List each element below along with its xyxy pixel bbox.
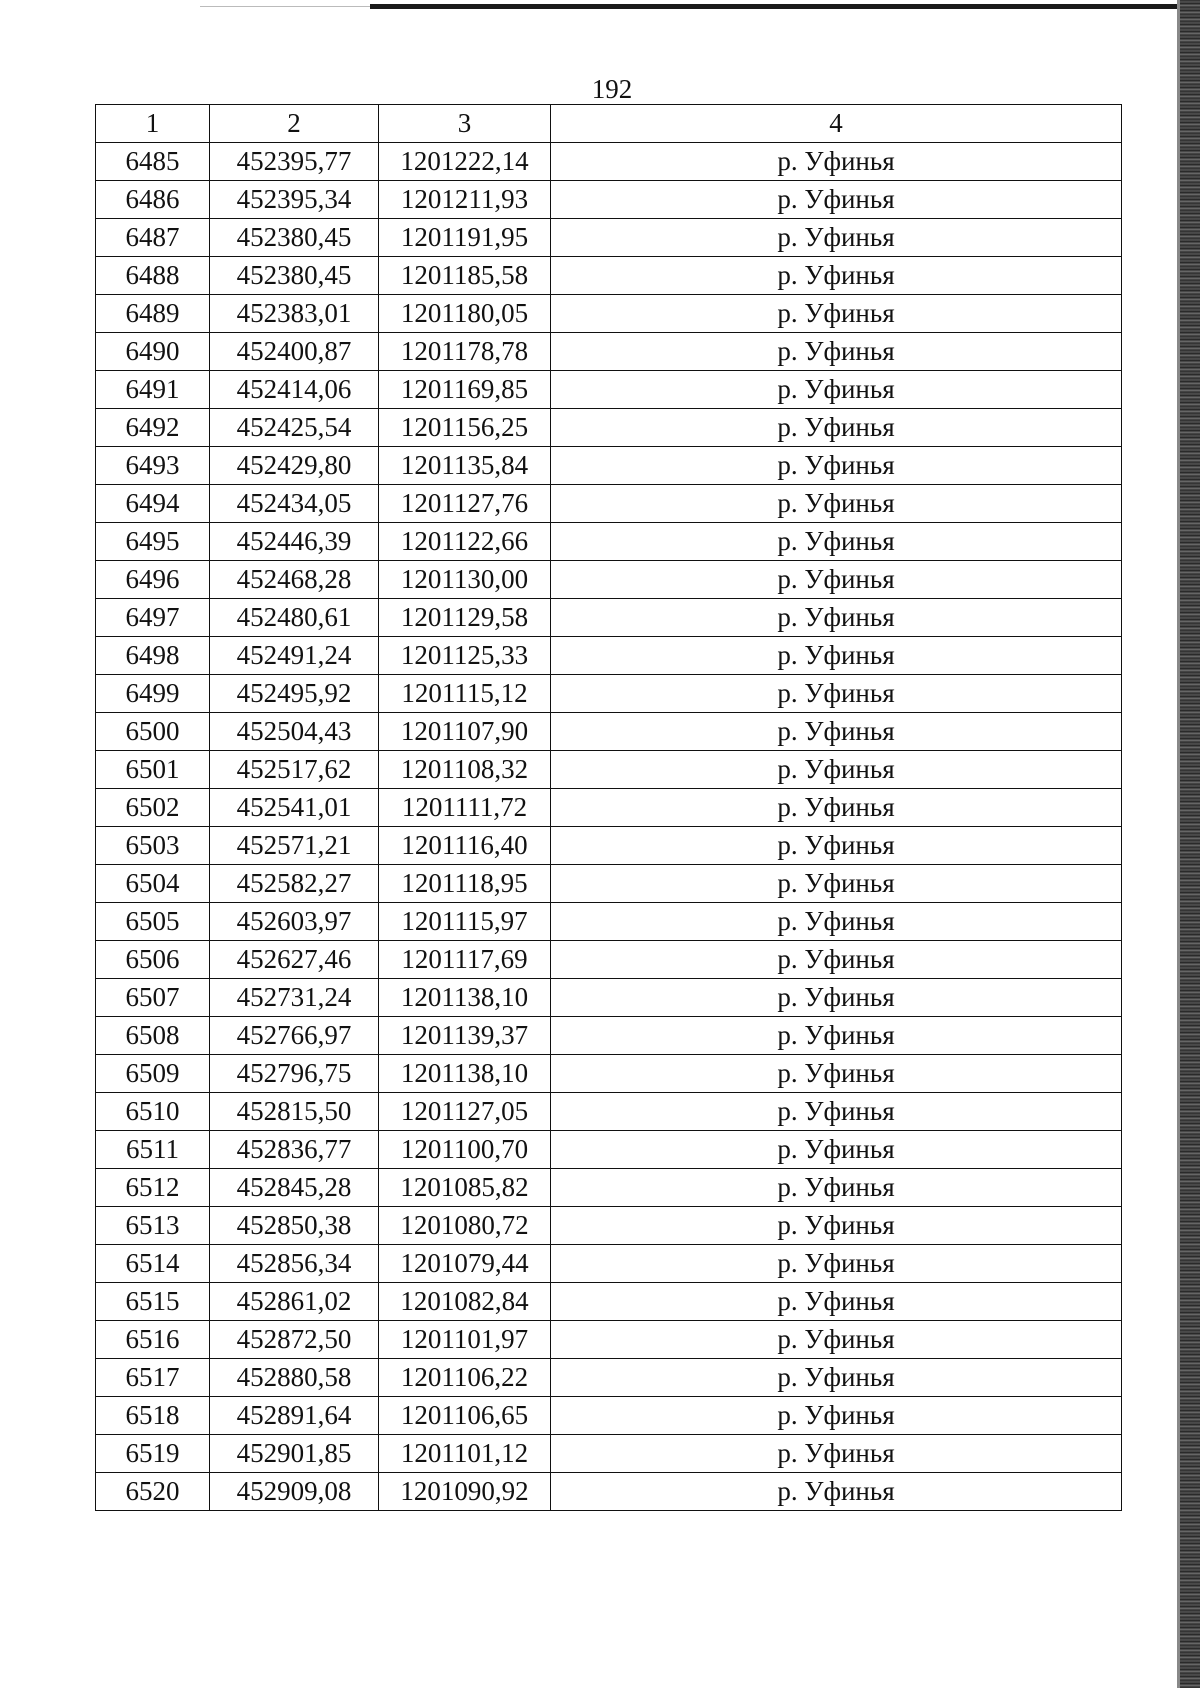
point-number-cell: 6492: [96, 409, 210, 447]
x-coordinate-cell: 452491,24: [210, 637, 379, 675]
point-number-cell: 6497: [96, 599, 210, 637]
column-header-2: 2: [210, 105, 379, 143]
x-coordinate-cell: 452517,62: [210, 751, 379, 789]
x-coordinate-cell: 452845,28: [210, 1169, 379, 1207]
point-number-cell: 6514: [96, 1245, 210, 1283]
scan-edge: [1180, 0, 1200, 1688]
point-number-cell: 6520: [96, 1473, 210, 1511]
x-coordinate-cell: 452495,92: [210, 675, 379, 713]
point-number-cell: 6487: [96, 219, 210, 257]
y-coordinate-cell: 1201222,14: [379, 143, 551, 181]
x-coordinate-cell: 452429,80: [210, 447, 379, 485]
table-row: [96, 181, 1122, 219]
point-number-cell: 6496: [96, 561, 210, 599]
y-coordinate-cell: 1201118,95: [379, 865, 551, 903]
page-number: 192: [591, 74, 633, 104]
point-number-cell: 6519: [96, 1435, 210, 1473]
y-coordinate-cell: 1201108,32: [379, 751, 551, 789]
table-row: [96, 1397, 1122, 1435]
table-row: [96, 143, 1122, 181]
x-coordinate-cell: 452400,87: [210, 333, 379, 371]
y-coordinate-cell: 1201117,69: [379, 941, 551, 979]
y-coordinate-cell: 1201115,97: [379, 903, 551, 941]
column-header-1: 1: [96, 105, 210, 143]
x-coordinate-cell: 452872,50: [210, 1321, 379, 1359]
y-coordinate-cell: 1201138,10: [379, 1055, 551, 1093]
description-cell: р. Уфинья: [551, 523, 1122, 561]
x-coordinate-cell: 452380,45: [210, 219, 379, 257]
point-number-cell: 6508: [96, 1017, 210, 1055]
table-row: [96, 637, 1122, 675]
description-cell: р. Уфинья: [551, 561, 1122, 599]
x-coordinate-cell: 452909,08: [210, 1473, 379, 1511]
y-coordinate-cell: 1201178,78: [379, 333, 551, 371]
y-coordinate-cell: 1201139,37: [379, 1017, 551, 1055]
x-coordinate-cell: 452850,38: [210, 1207, 379, 1245]
table-row: [96, 789, 1122, 827]
description-cell: р. Уфинья: [551, 447, 1122, 485]
table-row: [96, 713, 1122, 751]
point-number-cell: 6494: [96, 485, 210, 523]
point-number-cell: 6493: [96, 447, 210, 485]
description-cell: р. Уфинья: [551, 599, 1122, 637]
description-cell: р. Уфинья: [551, 1131, 1122, 1169]
x-coordinate-cell: 452856,34: [210, 1245, 379, 1283]
point-number-cell: 6501: [96, 751, 210, 789]
description-cell: р. Уфинья: [551, 1207, 1122, 1245]
y-coordinate-cell: 1201079,44: [379, 1245, 551, 1283]
x-coordinate-cell: 452468,28: [210, 561, 379, 599]
description-cell: р. Уфинья: [551, 1435, 1122, 1473]
point-number-cell: 6518: [96, 1397, 210, 1435]
x-coordinate-cell: 452571,21: [210, 827, 379, 865]
x-coordinate-cell: 452731,24: [210, 979, 379, 1017]
top-scan-line: [370, 4, 1178, 9]
x-coordinate-cell: 452766,97: [210, 1017, 379, 1055]
table-row: [96, 1207, 1122, 1245]
table-row: [96, 1473, 1122, 1511]
x-coordinate-cell: 452425,54: [210, 409, 379, 447]
table-row: [96, 1245, 1122, 1283]
point-number-cell: 6513: [96, 1207, 210, 1245]
x-coordinate-cell: 452880,58: [210, 1359, 379, 1397]
table-row: [96, 903, 1122, 941]
table-row: [96, 751, 1122, 789]
y-coordinate-cell: 1201169,85: [379, 371, 551, 409]
table-row: [96, 409, 1122, 447]
y-coordinate-cell: 1201090,92: [379, 1473, 551, 1511]
point-number-cell: 6510: [96, 1093, 210, 1131]
description-cell: р. Уфинья: [551, 1017, 1122, 1055]
x-coordinate-cell: 452380,45: [210, 257, 379, 295]
y-coordinate-cell: 1201107,90: [379, 713, 551, 751]
table-row: [96, 675, 1122, 713]
x-coordinate-cell: 452541,01: [210, 789, 379, 827]
point-number-cell: 6516: [96, 1321, 210, 1359]
point-number-cell: 6517: [96, 1359, 210, 1397]
table-row: [96, 1283, 1122, 1321]
description-cell: р. Уфинья: [551, 941, 1122, 979]
description-cell: р. Уфинья: [551, 1283, 1122, 1321]
description-cell: р. Уфинья: [551, 865, 1122, 903]
y-coordinate-cell: 1201101,97: [379, 1321, 551, 1359]
x-coordinate-cell: 452627,46: [210, 941, 379, 979]
point-number-cell: 6505: [96, 903, 210, 941]
point-number-cell: 6486: [96, 181, 210, 219]
y-coordinate-cell: 1201180,05: [379, 295, 551, 333]
point-number-cell: 6488: [96, 257, 210, 295]
y-coordinate-cell: 1201129,58: [379, 599, 551, 637]
table-row: [96, 1131, 1122, 1169]
description-cell: р. Уфинья: [551, 333, 1122, 371]
point-number-cell: 6503: [96, 827, 210, 865]
point-number-cell: 6485: [96, 143, 210, 181]
table-row: [96, 371, 1122, 409]
description-cell: р. Уфинья: [551, 1169, 1122, 1207]
table-row: [96, 1169, 1122, 1207]
x-coordinate-cell: 452901,85: [210, 1435, 379, 1473]
y-coordinate-cell: 1201085,82: [379, 1169, 551, 1207]
x-coordinate-cell: 452891,64: [210, 1397, 379, 1435]
point-number-cell: 6511: [96, 1131, 210, 1169]
table-row: [96, 1359, 1122, 1397]
description-cell: р. Уфинья: [551, 1093, 1122, 1131]
x-coordinate-cell: 452395,77: [210, 143, 379, 181]
table-row: [96, 295, 1122, 333]
y-coordinate-cell: 1201127,05: [379, 1093, 551, 1131]
point-number-cell: 6491: [96, 371, 210, 409]
description-cell: р. Уфинья: [551, 637, 1122, 675]
y-coordinate-cell: 1201191,95: [379, 219, 551, 257]
description-cell: р. Уфинья: [551, 1359, 1122, 1397]
point-number-cell: 6498: [96, 637, 210, 675]
description-cell: р. Уфинья: [551, 713, 1122, 751]
x-coordinate-cell: 452815,50: [210, 1093, 379, 1131]
point-number-cell: 6495: [96, 523, 210, 561]
y-coordinate-cell: 1201101,12: [379, 1435, 551, 1473]
top-scan-line-thin: [200, 6, 370, 7]
table-header-row: [96, 105, 1122, 143]
table-row: [96, 523, 1122, 561]
x-coordinate-cell: 452446,39: [210, 523, 379, 561]
table-row: [96, 1093, 1122, 1131]
point-number-cell: 6504: [96, 865, 210, 903]
y-coordinate-cell: 1201211,93: [379, 181, 551, 219]
point-number-cell: 6502: [96, 789, 210, 827]
x-coordinate-cell: 452861,02: [210, 1283, 379, 1321]
description-cell: р. Уфинья: [551, 675, 1122, 713]
table-row: [96, 257, 1122, 295]
point-number-cell: 6489: [96, 295, 210, 333]
table-row: [96, 827, 1122, 865]
y-coordinate-cell: 1201106,22: [379, 1359, 551, 1397]
y-coordinate-cell: 1201116,40: [379, 827, 551, 865]
table-row: [96, 333, 1122, 371]
table-row: [96, 941, 1122, 979]
x-coordinate-cell: 452603,97: [210, 903, 379, 941]
y-coordinate-cell: 1201115,12: [379, 675, 551, 713]
y-coordinate-cell: 1201156,25: [379, 409, 551, 447]
column-header-3: 3: [379, 105, 551, 143]
x-coordinate-cell: 452383,01: [210, 295, 379, 333]
table-row: [96, 485, 1122, 523]
point-number-cell: 6490: [96, 333, 210, 371]
y-coordinate-cell: 1201185,58: [379, 257, 551, 295]
table-row: [96, 1017, 1122, 1055]
point-number-cell: 6512: [96, 1169, 210, 1207]
y-coordinate-cell: 1201111,72: [379, 789, 551, 827]
description-cell: р. Уфинья: [551, 257, 1122, 295]
table-body: [96, 143, 1122, 1511]
y-coordinate-cell: 1201135,84: [379, 447, 551, 485]
description-cell: р. Уфинья: [551, 1245, 1122, 1283]
column-header-4: 4: [551, 105, 1122, 143]
description-cell: р. Уфинья: [551, 979, 1122, 1017]
y-coordinate-cell: 1201080,72: [379, 1207, 551, 1245]
description-cell: р. Уфинья: [551, 409, 1122, 447]
description-cell: р. Уфинья: [551, 181, 1122, 219]
description-cell: р. Уфинья: [551, 789, 1122, 827]
x-coordinate-cell: 452504,43: [210, 713, 379, 751]
y-coordinate-cell: 1201106,65: [379, 1397, 551, 1435]
point-number-cell: 6509: [96, 1055, 210, 1093]
x-coordinate-cell: 452836,77: [210, 1131, 379, 1169]
x-coordinate-cell: 452434,05: [210, 485, 379, 523]
y-coordinate-cell: 1201100,70: [379, 1131, 551, 1169]
x-coordinate-cell: 452395,34: [210, 181, 379, 219]
table-row: [96, 561, 1122, 599]
y-coordinate-cell: 1201138,10: [379, 979, 551, 1017]
table-row: [96, 447, 1122, 485]
description-cell: р. Уфинья: [551, 485, 1122, 523]
table-row: [96, 1321, 1122, 1359]
table-row: [96, 1435, 1122, 1473]
y-coordinate-cell: 1201130,00: [379, 561, 551, 599]
x-coordinate-cell: 452480,61: [210, 599, 379, 637]
description-cell: р. Уфинья: [551, 903, 1122, 941]
coordinates-table: [95, 104, 1122, 1511]
description-cell: р. Уфинья: [551, 143, 1122, 181]
y-coordinate-cell: 1201082,84: [379, 1283, 551, 1321]
table-row: [96, 599, 1122, 637]
point-number-cell: 6500: [96, 713, 210, 751]
description-cell: р. Уфинья: [551, 1055, 1122, 1093]
x-coordinate-cell: 452414,06: [210, 371, 379, 409]
description-cell: р. Уфинья: [551, 371, 1122, 409]
description-cell: р. Уфинья: [551, 219, 1122, 257]
description-cell: р. Уфинья: [551, 1397, 1122, 1435]
table-row: [96, 865, 1122, 903]
table-row: [96, 219, 1122, 257]
x-coordinate-cell: 452582,27: [210, 865, 379, 903]
table-row: [96, 979, 1122, 1017]
y-coordinate-cell: 1201122,66: [379, 523, 551, 561]
description-cell: р. Уфинья: [551, 1473, 1122, 1511]
point-number-cell: 6499: [96, 675, 210, 713]
description-cell: р. Уфинья: [551, 295, 1122, 333]
description-cell: р. Уфинья: [551, 827, 1122, 865]
description-cell: р. Уфинья: [551, 751, 1122, 789]
point-number-cell: 6507: [96, 979, 210, 1017]
y-coordinate-cell: 1201127,76: [379, 485, 551, 523]
point-number-cell: 6515: [96, 1283, 210, 1321]
table-row: [96, 1055, 1122, 1093]
description-cell: р. Уфинья: [551, 1321, 1122, 1359]
x-coordinate-cell: 452796,75: [210, 1055, 379, 1093]
y-coordinate-cell: 1201125,33: [379, 637, 551, 675]
point-number-cell: 6506: [96, 941, 210, 979]
